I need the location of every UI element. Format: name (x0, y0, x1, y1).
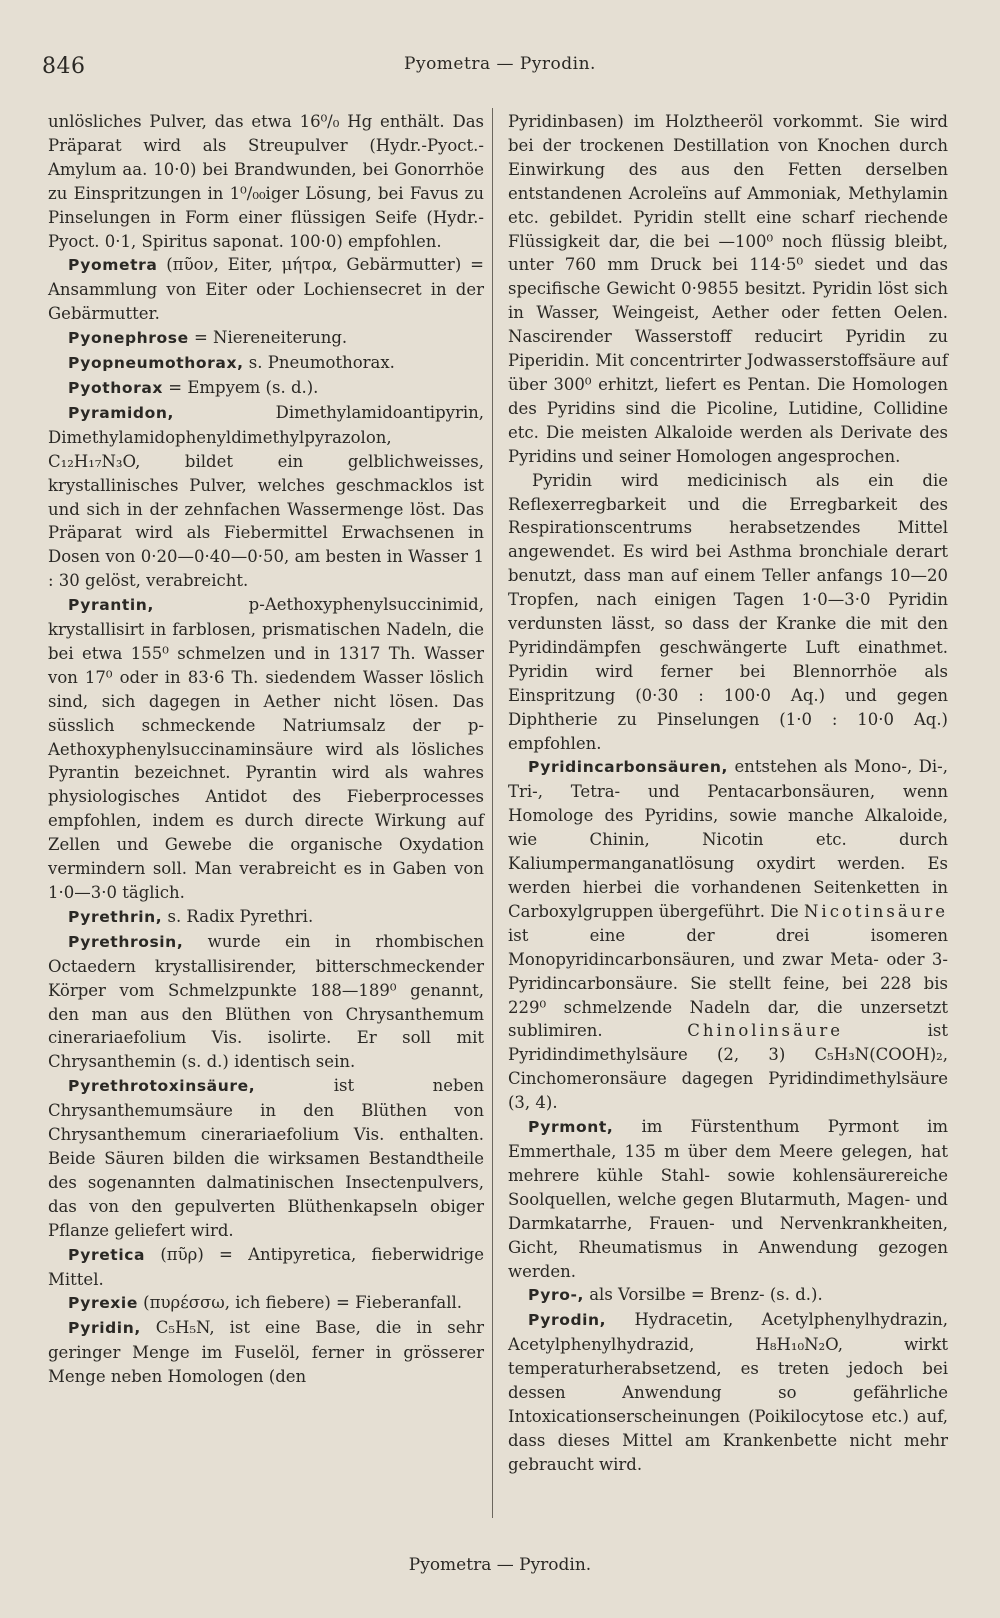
entry-text: wurde ein in rhombischen Octaedern krystallisirender, bitterschmeckender Körper vom Schmelzpunkte 188—189⁰ genannt, den man aus den Blüthen von Chrysanthemum cinerariaefolium Vis. isolirte. Er soll mit Chrysanthemin (s. d.) identisch sein. (48, 931, 484, 1072)
entry-text: ist eine der drei isomeren Monopyridincarbonsäuren, und zwar Meta- oder 3-Pyridincarbonsäure. Sie stellt feine, bei 228 bis 229⁰ schmelzende Nadeln dar, die unzersetzt sublimiren. (508, 925, 948, 1041)
entry-text: als Vorsilbe = Brenz- (s. d.). (583, 1285, 823, 1305)
entry-headword: Pyridincarbonsäuren, (528, 758, 729, 777)
entry-continuation (508, 110, 948, 469)
entry (48, 401, 484, 593)
entry-text: = Empyem (s. d.). (163, 377, 319, 397)
entry-headword: Pyretica (68, 1245, 146, 1264)
entry-text: p-Aethoxyphenylsuccinimid, krystallisirt in farblosen, prismatischen Nadeln, die bei etwa 155⁰ schmelzen und in 1317 Th. Wasser von 17⁰ oder in 83·6 Th. siedendem Wasser löslich sind, sich dagegen in Aether nicht lösen. Das süsslich schmeckende Natriumsalz der p-Aethoxyphenylsuccinaminsäure wird als lösliches Pyrantin bezeichnet. Pyrantin wird als wahres physiologisches Antidot des Fieberprocesses empfohlen, indem es durch directe Wirkung auf Zellen und Gewebe die organische Oxydation vermindern soll. Man verabreicht es in Gaben von 1·0—3·0 täglich. (48, 595, 484, 902)
entry-text: Pyridinbasen) im Holztheeröl vorkommt. Sie wird bei der trockenen Destillation von Knochen durch Einwirkung des aus den Fetten derselben entstandenen Acroleïns auf Ammoniak, Methylamin etc. gebildet. Pyridin stellt eine scharf riechende Flüssigkeit dar, die bei —100⁰ noch flüssig bleibt, unter 760 mm Druck bei 114·5⁰ siedet und das specifische Gewicht 0·9855 besitzt. Pyridin löst sich in Wasser, Weingeist, Aether oder fetten Oelen. Nascirender Wasserstoff reducirt Pyridin zu Piperidin. Mit concentrirter Jodwasserstoffsäure auf über 300⁰ erhitzt, liefert es Pentan. Die Homologen des Pyridins sind die Picoline, Lutidine, Collidine etc. Die meisten Alkaloide werden als Derivate des Pyridins und seiner Homologen angesprochen. (508, 112, 948, 466)
entry-headword: Pyrexie (68, 1294, 138, 1313)
entry-headword: Pyrethrin, (68, 907, 163, 926)
entry (48, 1074, 484, 1242)
entry-text: Hydracetin, Acetylphenylhydrazin, Acetylphenylhydrazid, H₈H₁₀N₂O, wirkt temperaturherabsetzend, es treten jedoch bei dessen Anwendung so gefährliche Intoxicationserscheinungen (Poikilocytose etc.) auf, dass dieses Mittel am Krankenbette nicht mehr gebraucht wird. (508, 1310, 948, 1474)
entry-headword: Pyothorax (68, 378, 163, 397)
running-foot: Pyometra — Pyrodin. (408, 1555, 592, 1575)
left-column (48, 110, 484, 1477)
entry (48, 253, 484, 326)
entry (48, 1243, 484, 1292)
entry-headword: Pyrantin, (68, 596, 154, 615)
entry-text: Pyridin wird medicinisch als ein die Reflexerregbarkeit und die Erregbarkeit des Respirationscentrums herabsetzendes Mittel angewendet. Es wird bei Asthma bronchiale derart benutzt, dass man auf einem Teller anfangs 10—20 Tropfen, nach einigen Tagen 1·0—3·0 Pyridin verdunsten lässt, so dass der Kranke die mit den Pyridindämpfen geschwängerte Luft einathmet. Pyridin wird ferner bei Blennorrhöe als Einspritzung (0·30 : 100·0 Aq.) und gegen Diphtherie zu Pinselungen (1·0 : 10·0 Aq.) empfohlen. (508, 470, 948, 753)
entry-text: s. Radix Pyrethri. (162, 906, 314, 926)
entry-headword: Pyridin, (68, 1319, 141, 1338)
entry (48, 351, 484, 376)
entry-headword: Pyrodin, (528, 1311, 607, 1330)
entry (48, 326, 484, 351)
entry-text: (πυρέσσω, ich fiebere) = Fieberanfall. (137, 1293, 463, 1313)
entry (48, 376, 484, 401)
entry (48, 905, 484, 930)
entry-text: unlösliches Pulver, das etwa 16⁰/₀ Hg enthält. Das Präparat wird als Streupulver (Hydr.-Pyoct.-Amylum aa. 10·0) bei Brandwunden, bei Gonorrhöe zu Einspritzungen in 1⁰/₀₀iger Lösung, bei Favus zu Pinselungen in Form einer flüssigen Seife (Hydr.-Pyoct. 0·1, Spiritus saponat. 100·0) empfohlen. (48, 112, 484, 251)
entry (508, 1115, 948, 1283)
text-columns (48, 110, 948, 1477)
entry (508, 1308, 948, 1476)
running-title: Pyometra — Pyrodin. (404, 54, 596, 74)
entry-paragraph (508, 469, 948, 756)
entry (48, 930, 484, 1074)
entry-text: Dimethylamidoantipyrin, Dimethylamidophenyldimethylpyrazolon, C₁₂H₁₇N₃O, bildet ein gelblichweisses, krystallinisches Pulver, welches geschmacklos ist und sich in der zehnfachen Wassermenge löst. Das Präparat wird als Fiebermittel Erwachsenen in Dosen von 0·20—0·40—0·50, am besten in Wasser 1 : 30 gelöst, verabreicht. (48, 402, 484, 591)
entry-headword: Pyonephrose (68, 329, 189, 348)
entry (508, 755, 948, 1115)
entry (48, 1291, 484, 1316)
entry-headword: Pyometra (68, 256, 158, 275)
entry-continuation (48, 110, 484, 253)
entry-headword: Pyrmont, (528, 1118, 614, 1137)
entry-text: ist neben Chrysanthemumsäure in den Blüthen von Chrysanthemum cinerariaefolium Vis. enthalten. Beide Säuren bilden die wirksamen Bestandtheile des sogenannten dalmatinischen Insectenpulvers, das von den gepulverten Blüthenkapseln obiger Pflanze geliefert wird. (48, 1076, 484, 1240)
entry (48, 1316, 484, 1389)
entry (48, 593, 484, 905)
entry (508, 1283, 948, 1308)
entry-text: C₅H₅N, ist eine Base, die in sehr geringer Menge im Fuselöl, ferner in grösserer Menge neben Homologen (den (48, 1318, 484, 1387)
entry-headword: Pyrethrotoxinsäure, (68, 1077, 256, 1096)
entry-headword: Pyro-, (528, 1286, 584, 1305)
spaced-term: Nicotinsäure (803, 901, 948, 921)
entry-text: entstehen als Mono-, Di-, Tri-, Tetra- und Pentacarbonsäuren, wenn Homologe des Pyridins, sowie manche Alkaloide, wie Chinin, Nicotin etc. durch Kaliumpermanganatlösung oxydirt werden. Es werden hierbei die vorhandenen Seitenketten in Carboxylgruppen übergeführt. Die (508, 757, 948, 921)
entry-text: (πῦρ) = Antipyretica, fieberwidrige Mittel. (48, 1244, 484, 1289)
entry-text: im Fürstenthum Pyrmont im Emmerthale, 135 m über dem Meere gelegen, hat mehrere kühle Stahl- sowie kohlensäurereiche Soolquellen, welche gegen Blutarmuth, Magen- und Darmkatarrhe, Frauen- und Nervenkrankheiten, Gicht, Rheumatismus in Anwendung gezogen werden. (508, 1117, 948, 1281)
entry-text: s. Pneumothorax. (243, 353, 395, 373)
entry-text: (πῦον, Eiter, μήτρα, Gebärmutter) = Ansammlung von Eiter oder Lochiensecret in der Gebärmutter. (48, 255, 484, 324)
entry-headword: Pyramidon, (68, 403, 174, 422)
right-column (508, 110, 948, 1477)
entry-text: ist Pyridindimethylsäure (2, 3) C₅H₃N(COOH)₂, Cinchomeronsäure dagegen Pyridindimethylsäure (3, 4). (508, 1021, 949, 1113)
entry-text: = Niereneiterung. (188, 328, 348, 348)
entry-headword: Pyopneumothorax, (68, 354, 244, 373)
spaced-term: Chinolinsäure (687, 1021, 844, 1041)
entry-headword: Pyrethrosin, (68, 932, 184, 951)
page-number: 846 (42, 54, 86, 79)
